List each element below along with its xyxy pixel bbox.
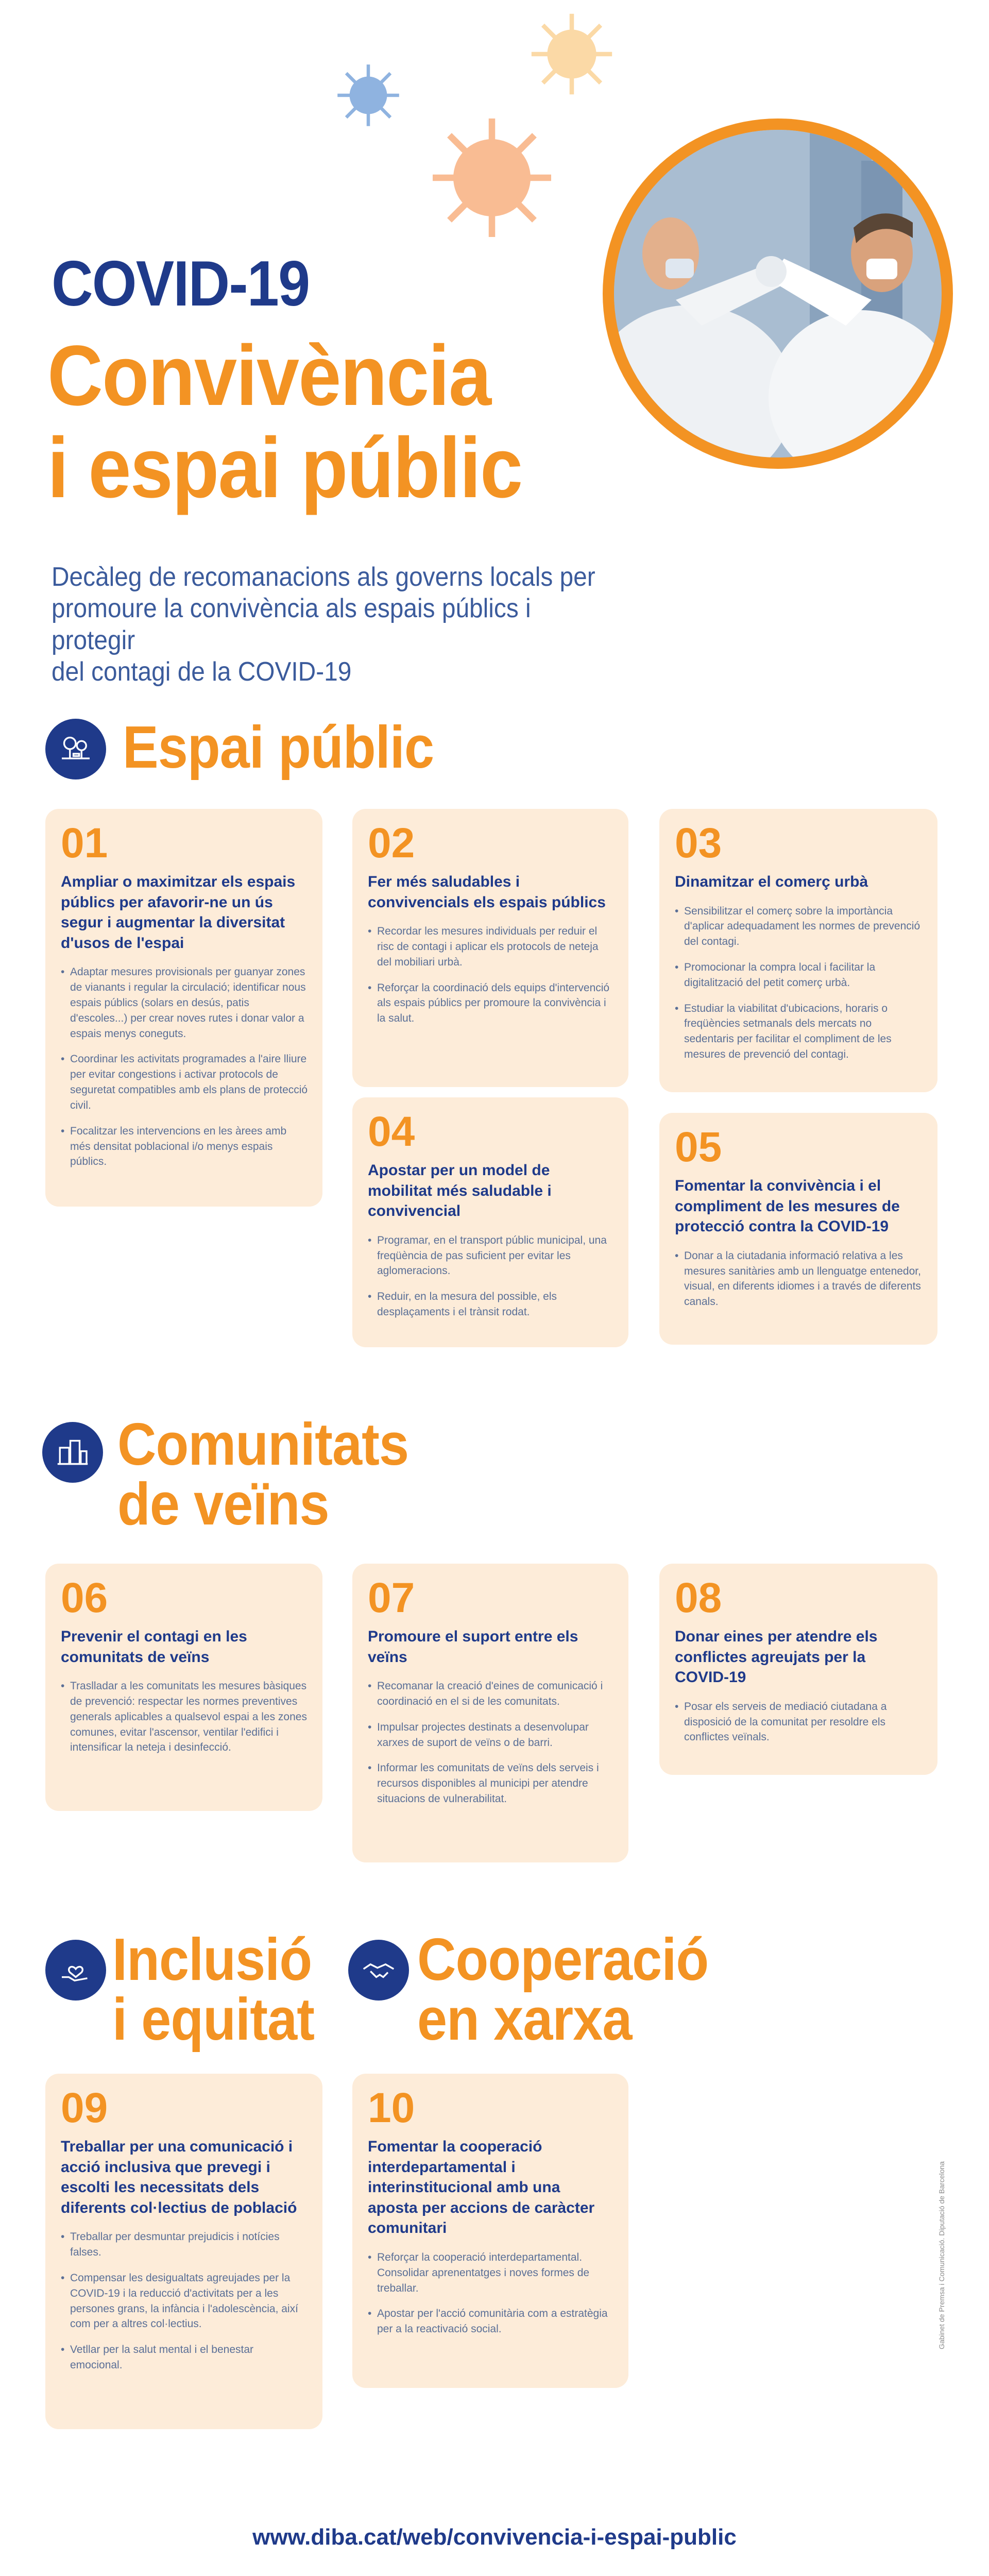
card-02 xyxy=(352,809,628,1087)
subtitle-line3: del contagi de la COVID-19 xyxy=(52,657,352,687)
list-item: • Estudiar la viabilitat d'ubicacions, horaris o freqüències setmanals dels mercats no sedentaris per facilitar el compliment de les mesures de prevenció del contagi. xyxy=(675,1001,923,1062)
card-bullets xyxy=(368,1679,614,1807)
list-item: • Traslladar a les comunitats les mesures bàsiques de prevenció: respectar les normes preventives generals aplicables a qualsevol espai a les zones comunes, evitar l'ascensor, ventilar l'edifici i intensificar la neteja i desinfecció. xyxy=(61,1679,308,1755)
card-title: Ampliar o maximitzar els espais públics per afavorir-ne un ús segur i augmentar la diversitat d'usos de l'espai xyxy=(61,873,296,952)
card-title: Fer més saludables i convivencials els espais públics xyxy=(368,873,606,911)
list-item: • Reforçar la coordinació dels equips d'intervenció als espais públics per promoure la convivència i la salut. xyxy=(368,980,614,1026)
list-item: • Compensar les desigualtats agreujades per la COVID-19 i la reducció d'activitats per a les persones grans, la infància i l'adolescència, així com per a altres col·lectius. xyxy=(61,2270,308,2332)
page-title xyxy=(47,330,522,515)
card-bullets xyxy=(368,924,614,1026)
footer-url-link[interactable]: www.diba.cat/web/convivencia-i-espai-public xyxy=(252,2524,737,2550)
list-item: • Informar les comunitats de veïns dels serveis i recursos disponibles al municipi per atendre situacions de vulnerabilitat. xyxy=(368,1760,614,1806)
card-number: 06 xyxy=(61,1574,108,1621)
card-01 xyxy=(45,809,322,1207)
section-title-line2: en xarxa xyxy=(417,1986,632,2053)
subtitle-line2: promoure la convivència als espais públics i protegir xyxy=(52,594,531,655)
card-title: Dinamitzar el comerç urbà xyxy=(675,873,868,890)
subtitle-line1: Decàleg de recomanacions als governs locals per xyxy=(52,562,595,592)
covid-heading: COVID-19 xyxy=(52,248,310,319)
card-number: 05 xyxy=(675,1124,722,1171)
buildings-icon xyxy=(42,1422,103,1483)
section-title-line1: Inclusió xyxy=(112,1926,312,1993)
card-06 xyxy=(45,1564,322,1811)
card-bullets xyxy=(61,964,308,1170)
card-title: Promoure el suport entre els veïns xyxy=(368,1628,578,1666)
list-item: • Apostar per l'acció comunitària com a estratègia per a la reactivació social. xyxy=(368,2306,614,2337)
card-title: Donar eines per atendre els conflictes agreujats per la COVID-19 xyxy=(675,1628,878,1686)
page-subtitle xyxy=(52,562,611,688)
list-item: • Coordinar les activitats programades a l'aire lliure per evitar congestions i activar protocols de seguretat compatibles amb els plans de protecció civil. xyxy=(61,1052,308,1113)
list-item: • Programar, en el transport públic municipal, una freqüència de pas suficient per evitar les aglomeracions. xyxy=(368,1233,614,1279)
handshake-icon xyxy=(348,1940,409,2001)
section-title-cooperacio xyxy=(417,1926,709,2053)
card-03 xyxy=(659,809,937,1092)
card-number: 02 xyxy=(368,820,415,867)
list-item: • Treballar per desmuntar prejudicis i notícies falses. xyxy=(61,2229,308,2260)
card-bullets xyxy=(61,2229,308,2373)
card-bullets xyxy=(675,904,923,1062)
card-bullets xyxy=(675,1248,923,1310)
list-item: • Promocionar la compra local i facilitar la digitalització del petit comerç urbà. xyxy=(675,960,923,991)
list-item: • Recomanar la creació d'eines de comunicació i coordinació en el si de les comunitats. xyxy=(368,1679,614,1709)
card-number: 07 xyxy=(368,1574,415,1621)
card-bullets xyxy=(368,2250,614,2337)
hero-photo-elbow-greeting xyxy=(614,130,942,457)
park-icon xyxy=(45,719,106,779)
list-item: • Impulsar projectes destinats a desenvolupar xarxes de suport de veïns o de barri. xyxy=(368,1720,614,1751)
card-number: 08 xyxy=(675,1574,722,1621)
card-bullets xyxy=(61,1679,308,1755)
card-bullets xyxy=(675,1699,923,1745)
card-number: 04 xyxy=(368,1108,415,1155)
card-number: 01 xyxy=(61,820,108,867)
virus-decoration-blue xyxy=(335,62,402,129)
card-title: Prevenir el contagi en les comunitats de veïns xyxy=(61,1628,247,1666)
page-title-line2: i espai públic xyxy=(47,420,522,516)
card-title: Fomentar la cooperació interdepartamental i interinstitucional amb una aposta per accions de caràcter comunitari xyxy=(368,2138,595,2237)
card-number: 03 xyxy=(675,820,722,867)
virus-decoration-yellow xyxy=(528,10,616,98)
section-title-line2: i equitat xyxy=(112,1986,315,2053)
card-number: 09 xyxy=(61,2084,108,2131)
list-item: • Reforçar la cooperació interdepartamental. Consolidar aprenentatges i noves formes de treballar. xyxy=(368,2250,614,2296)
section-title-inclusio xyxy=(112,1926,315,2053)
card-08 xyxy=(659,1564,937,1775)
list-item: • Vetllar per la salut mental i el benestar emocional. xyxy=(61,2342,308,2373)
list-item: • Sensibilitzar el comerç sobre la importància d'aplicar adequadament les normes de prevenció del contagi. xyxy=(675,904,923,950)
section-title-line1: Comunitats xyxy=(117,1411,409,1478)
card-05 xyxy=(659,1113,937,1345)
list-item: • Reduir, en la mesura del possible, els desplaçaments i el trànsit rodat. xyxy=(368,1289,614,1320)
section-title-line2: de veïns xyxy=(117,1470,329,1537)
heart-hand-icon xyxy=(45,1940,106,2001)
list-item: • Posar els serveis de mediació ciutadana a disposició de la comunitat per resoldre els conflictes veïnals. xyxy=(675,1699,923,1745)
card-07 xyxy=(352,1564,628,1862)
list-item: • Adaptar mesures provisionals per guanyar zones de vianants i regular la circulació; identificar nous espais públics (solars en desús, patis d'escoles...) per crear noves rutes i donar valor a espais menys coneguts. xyxy=(61,964,308,1041)
card-09 xyxy=(45,2074,322,2429)
page-title-line1: Convivència xyxy=(47,328,491,423)
card-04 xyxy=(352,1097,628,1347)
list-item: • Recordar les mesures individuals per reduir el risc de contagi i aplicar els protocols de neteja del mobiliari urbà. xyxy=(368,924,614,970)
card-title: Treballar per una comunicació i acció inclusiva que prevegi i escolti les necessitats dels diferents col·lectius de població xyxy=(61,2138,297,2216)
card-bullets xyxy=(368,1233,614,1320)
card-title: Fomentar la convivència i el compliment de les mesures de protecció contra la COVID-19 xyxy=(675,1177,900,1235)
card-number: 10 xyxy=(368,2084,415,2131)
section-title-comunitats xyxy=(117,1411,409,1537)
photo-credit: Gabinet de Premsa i Comunicació. Diputació de Barcelona xyxy=(937,2161,946,2349)
section-title-espai-public: Espai públic xyxy=(123,714,434,781)
section-title-line1: Cooperació xyxy=(417,1926,709,1993)
virus-decoration-orange xyxy=(428,113,556,242)
card-10 xyxy=(352,2074,628,2388)
list-item: • Focalitzar les intervencions en les àrees amb més densitat poblacional i/o menys espais públics. xyxy=(61,1124,308,1170)
card-title: Apostar per un model de mobilitat més saludable i convivencial xyxy=(368,1162,552,1220)
list-item: • Donar a la ciutadania informació relativa a les mesures sanitàries amb un llenguatge entenedor, visual, en diferents idiomes i a través de diferents canals. xyxy=(675,1248,923,1310)
